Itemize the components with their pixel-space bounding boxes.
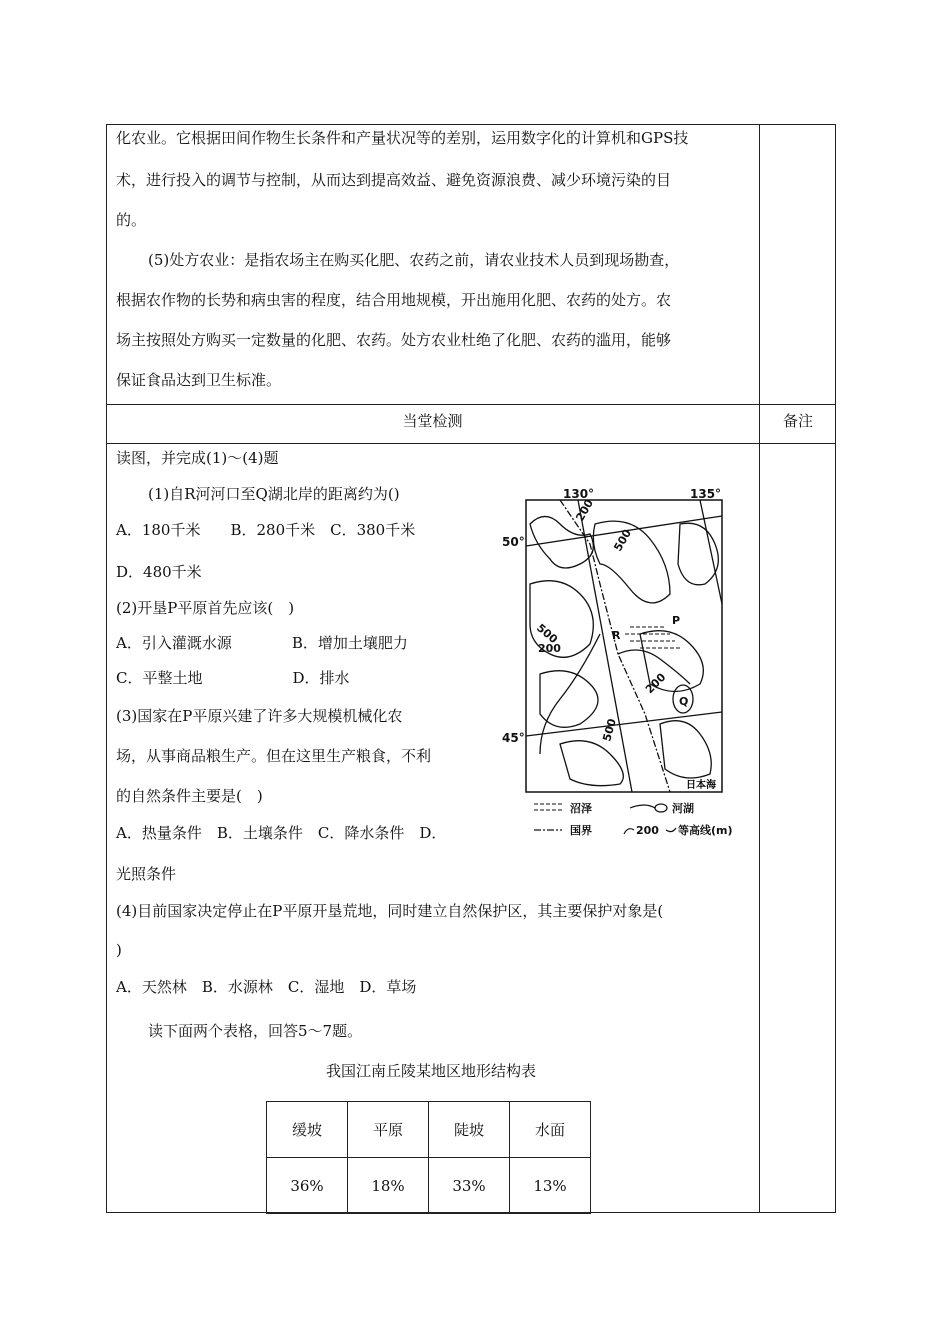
contour-7 <box>660 721 711 778</box>
question-3-line-1: (3)国家在P平原兴建了许多大规模机械化农 <box>116 707 403 725</box>
terrain-table <box>266 1101 591 1214</box>
region-map <box>500 484 750 844</box>
legend-river-symbol <box>630 804 667 812</box>
contour-label-200-top: 200 <box>573 497 597 524</box>
legend-swamp-symbol <box>534 804 562 810</box>
question-3-options-a: A．热量条件 B．土壤条件 C．降水条件 D． <box>116 824 447 842</box>
question-3-line-2: 场，从事商品粮生产。但在这里生产粮食，不利 <box>116 747 432 765</box>
intro-line-1: 化农业。它根据田间作物生长条件和产量状况等的差别，运用数字化的计算机和GPS技 <box>116 129 689 147</box>
intro-p2-line-3: 场主按照处方购买一定数量的化肥、农药。处方农业杜绝了化肥、农药的滥用，能够 <box>116 331 672 349</box>
question-4-options: A．天然林 B．水源林 C．湿地 D．草场 <box>116 978 417 996</box>
question-4-line-1: (4)目前国家决定停止在P平原开垦荒地，同时建立自然保护区，其主要保护对象是( <box>116 902 664 920</box>
row-divider-header <box>106 443 836 444</box>
question-1-options-a: A．180千米 B．280千米 C．380千米 <box>116 521 416 539</box>
map-sea-label: 日本海 <box>686 780 716 791</box>
map-lon-135: 135° <box>690 487 722 501</box>
question-2-options-a: A．引入灌溉水源 B．增加土壤肥力 <box>116 634 408 652</box>
table-cell: 36% <box>267 1158 348 1214</box>
table-cell: 33% <box>429 1158 510 1214</box>
longitude-135-line <box>700 500 722 604</box>
legend-contour-label: 等高线(m) <box>678 824 733 837</box>
map-lat-50: 50° <box>502 535 525 549</box>
question-1-options-b: D．480千米 <box>116 563 202 581</box>
map-point-r: R <box>612 629 621 642</box>
question-1: (1)自R河河口至Q湖北岸的距离约为() <box>148 485 400 503</box>
table-cell: 18% <box>348 1158 429 1214</box>
table-header-cell: 陡坡 <box>429 1102 510 1158</box>
column-divider <box>759 124 760 1213</box>
intro-line-3: 的。 <box>116 211 147 229</box>
map-point-q: Q <box>679 695 689 708</box>
map-lon-130: 130° <box>563 487 595 501</box>
contour-label-200-right: 200 <box>642 670 669 697</box>
contour-8 <box>678 523 718 585</box>
intro-p2-line-4: 保证食品达到卫生标准。 <box>116 371 282 389</box>
table-header-cell: 缓坡 <box>267 1102 348 1158</box>
intro-line-2: 术，进行投入的调节与控制，从而达到提高效益、避免资源浪费、减少环境污染的目 <box>116 171 672 189</box>
table-header-cell: 平原 <box>348 1102 429 1158</box>
contour-label-500-bottom: 500 <box>600 717 619 743</box>
contour-4 <box>540 671 598 728</box>
section-header: 当堂检测 <box>402 412 463 430</box>
table-cell: 13% <box>510 1158 591 1214</box>
contour-label-500-top: 500 <box>611 527 635 554</box>
intro-p2-line-1: (5)处方农业：是指农场主在购买化肥、农药之前，请农业技术人员到现场勘查， <box>148 251 680 269</box>
intro-p2-line-2: 根据农作物的长势和病虫害的程度，结合用地规模，开出施用化肥、农药的处方。农 <box>116 291 672 309</box>
contour-label-500-left: 500 <box>534 621 561 647</box>
row-divider-top <box>106 404 836 405</box>
table-header-row <box>267 1102 591 1158</box>
contour-label-200-left: 200 <box>538 642 561 655</box>
table-header-cell: 水面 <box>510 1102 591 1158</box>
questions-lead-2: 读下面两个表格，回答5～7题。 <box>148 1022 363 1040</box>
table-title: 我国江南丘陵某地区地形结构表 <box>325 1062 536 1080</box>
notes-header: 备注 <box>782 412 813 430</box>
map-point-p: P <box>672 614 681 627</box>
contour-1 <box>530 517 593 569</box>
map-lat-45: 45° <box>502 731 525 745</box>
question-3-line-3: 的自然条件主要是( ) <box>116 787 263 805</box>
questions-lead: 读图，并完成(1)～(4)题 <box>116 449 279 467</box>
legend-swamp-label: 沼泽 <box>570 802 592 815</box>
legend-river-label: 河湖 <box>672 802 694 815</box>
table-row <box>267 1158 591 1214</box>
legend-border-label: 国界 <box>570 824 592 837</box>
contour-6 <box>560 741 623 786</box>
question-2-options-b: C．平整土地 D．排水 <box>116 669 350 687</box>
latitude-45-line <box>526 712 722 736</box>
legend-contour-value: 200 <box>636 824 659 837</box>
question-4-line-2: ) <box>116 941 122 959</box>
question-2: (2)开垦P平原首先应该( ) <box>116 599 295 617</box>
swamp-area <box>625 627 680 648</box>
question-3-options-b: 光照条件 <box>116 865 177 883</box>
